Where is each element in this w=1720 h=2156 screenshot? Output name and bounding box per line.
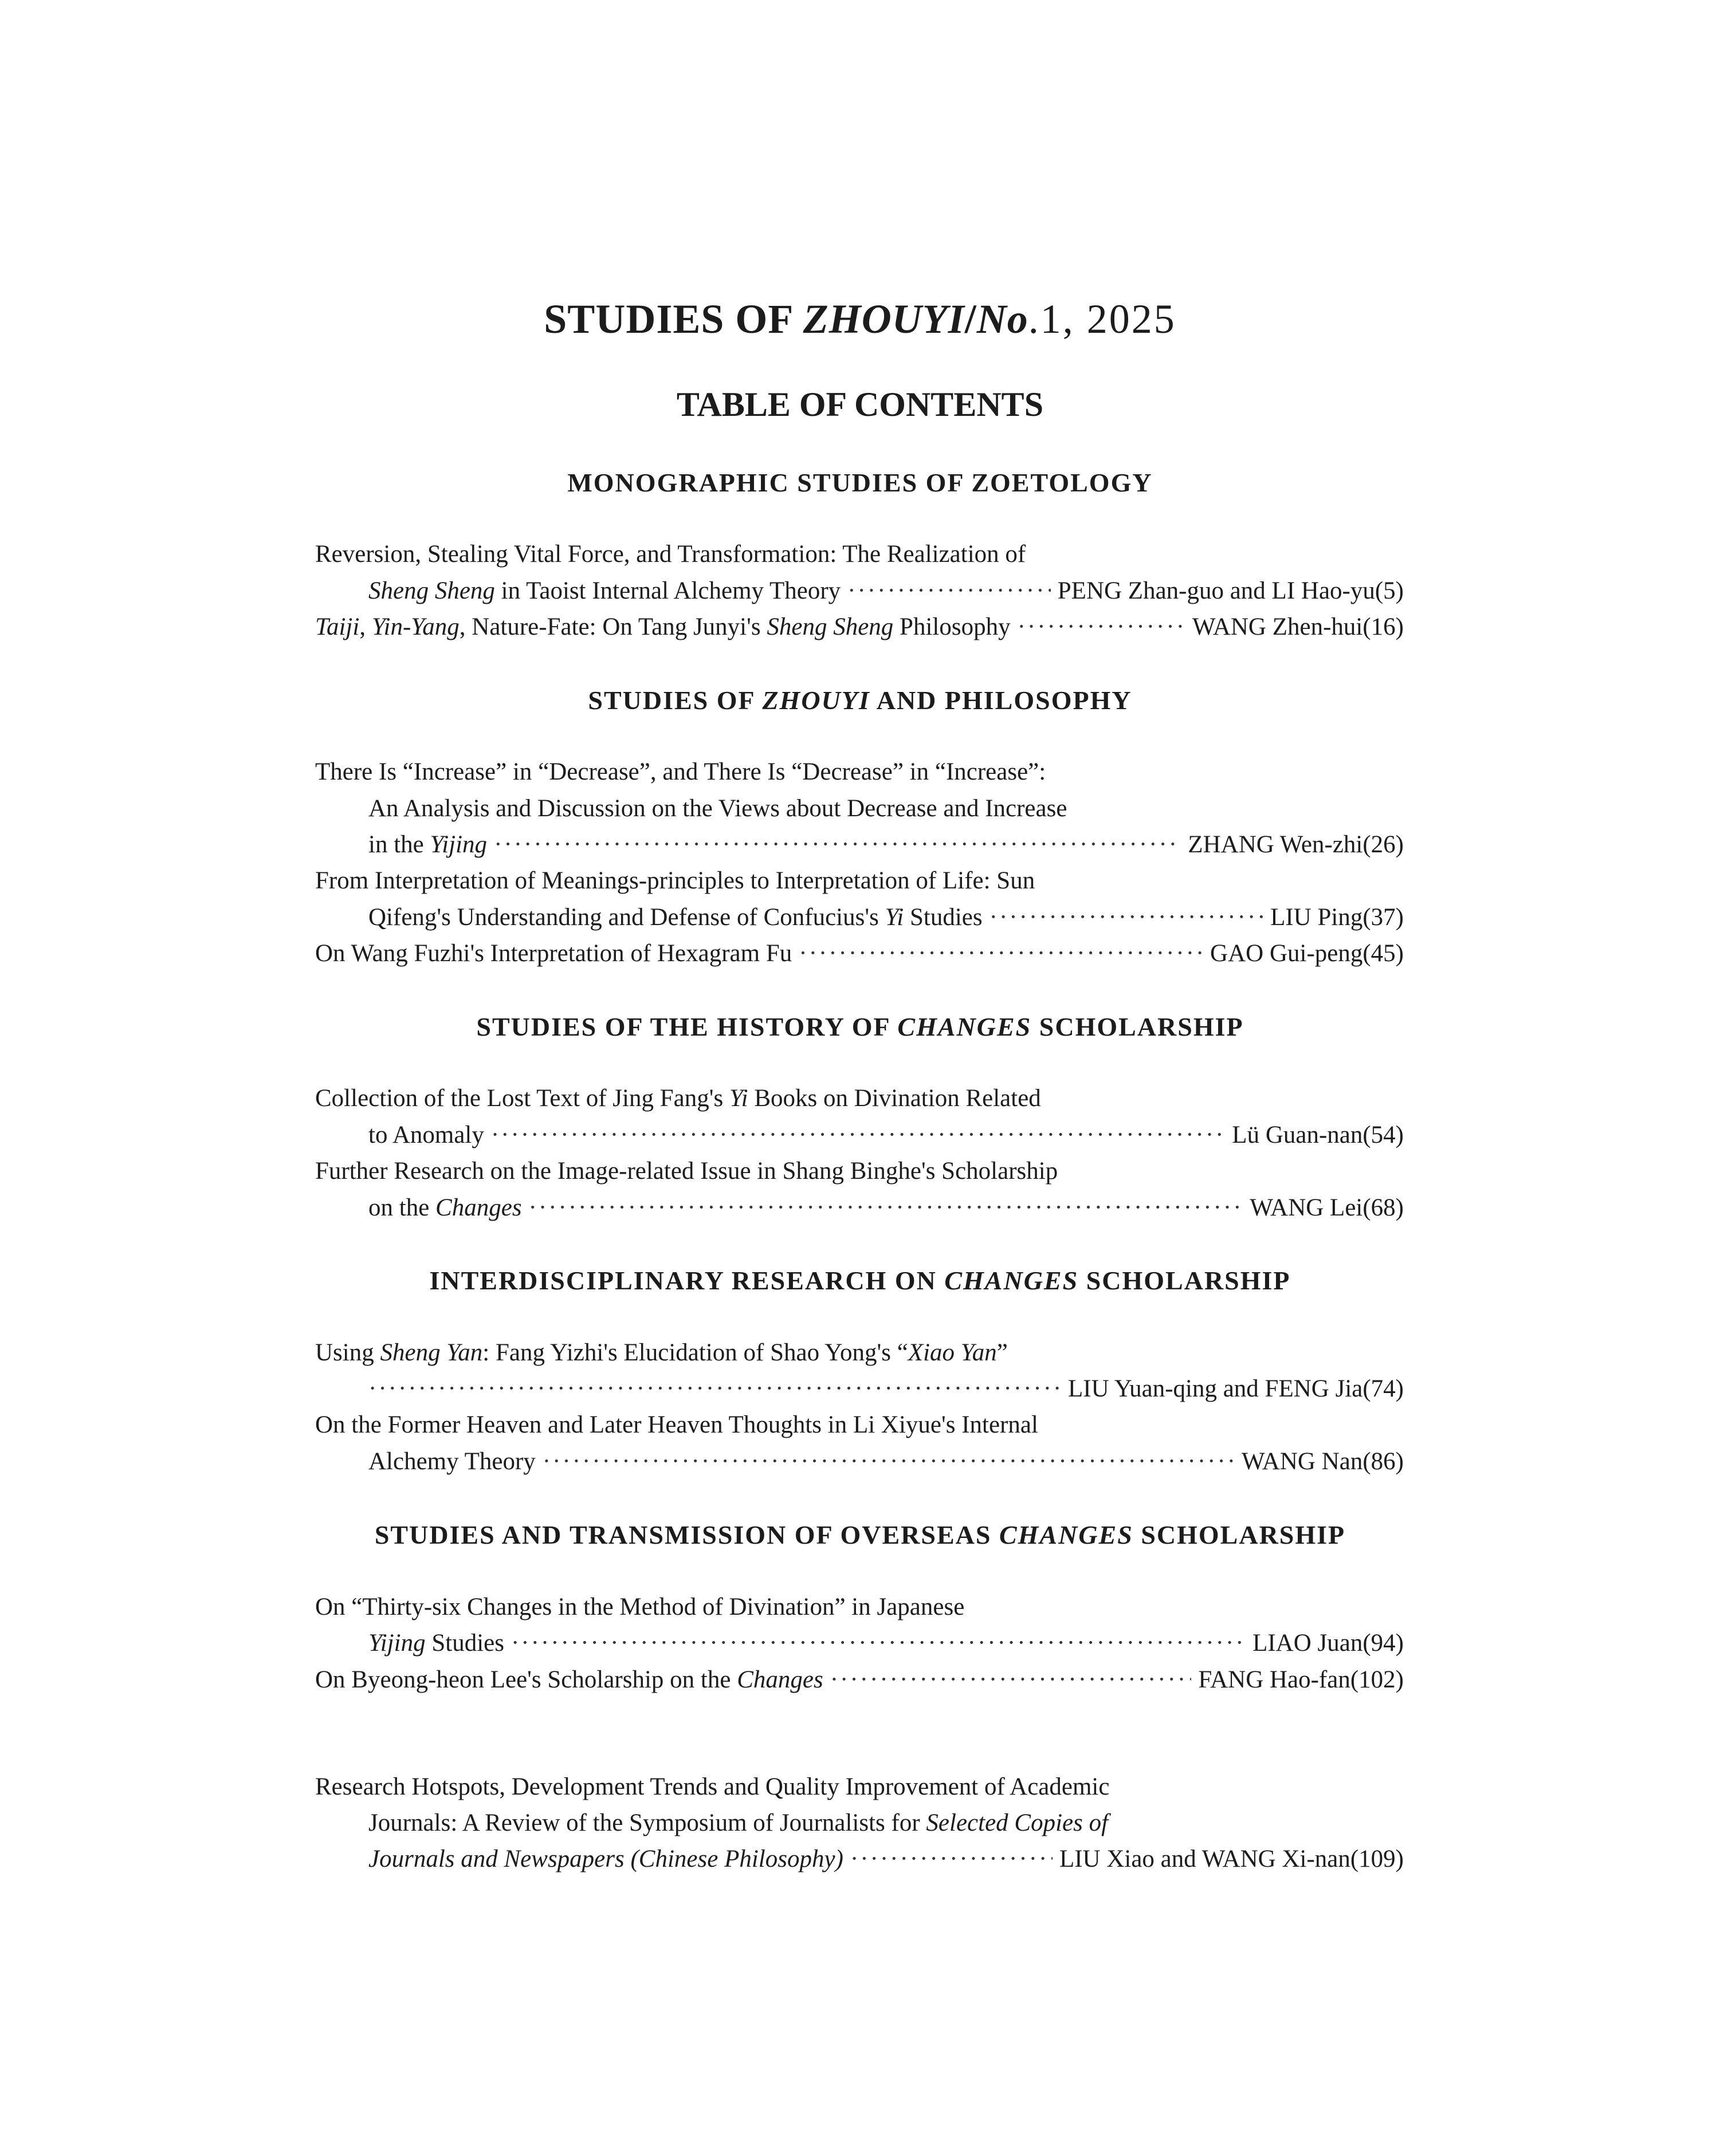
section-heading: STUDIES OF ZHOUYI AND PHILOSOPHY [588, 686, 1132, 715]
toc-entry-line [368, 1842, 1404, 1876]
entry-title-text: Journals and Newspapers (Chinese Philosophy) [368, 1846, 843, 1872]
entry-title-line: Using Sheng Yan: Fang Yizhi's Elucidation of Shao Yong's “Xiao Yan” [315, 1339, 1008, 1366]
dot-leader [799, 937, 1203, 971]
entry-title-text: Taiji, Yin-Yang, Nature-Fate: On Tang Junyi's Sheng Sheng Philosophy [315, 613, 1011, 640]
dot-leader [491, 1118, 1225, 1152]
dot-leader [1018, 610, 1185, 644]
entry-title-line: Journals: A Review of the Symposium of Journalists for Selected Copies of [368, 1809, 1109, 1836]
toc-entry-line [368, 1626, 1404, 1661]
dot-leader [847, 574, 1051, 608]
toc-entry-line [315, 937, 1404, 971]
entry-author-page: LIU Ping(37) [1270, 904, 1404, 931]
journal-title-prefix: STUDIES OF [544, 296, 803, 342]
entry-title-text: to Anomaly [368, 1122, 484, 1148]
toc-entry-line [368, 1118, 1404, 1152]
entry-author-page: FANG Hao-fan(102) [1198, 1666, 1404, 1693]
entry-title-line: On “Thirty-six Changes in the Method of Divination” in Japanese [315, 1594, 965, 1620]
entry-title-text: Yijing Studies [368, 1630, 504, 1657]
dot-leader [989, 900, 1263, 935]
dot-leader [529, 1191, 1243, 1225]
toc-entry-line [368, 900, 1404, 935]
toc-title: TABLE OF CONTENTS [676, 385, 1044, 423]
entry-title-text: Qifeng's Understanding and Defense of Confucius's Yi Studies [368, 904, 983, 931]
entry-title-line: Reversion, Stealing Vital Force, and Transformation: The Realization of [315, 541, 1026, 568]
entry-author-page: WANG Nan(86) [1241, 1448, 1404, 1475]
journal-title [0, 296, 1720, 343]
toc-entry-line [368, 574, 1404, 608]
entry-author-page: LIAO Juan(94) [1252, 1630, 1404, 1657]
entry-title-line: Research Hotspots, Development Trends and Quality Improvement of Academic [315, 1773, 1110, 1800]
dot-leader [850, 1842, 1053, 1876]
toc-entry-line [315, 610, 1404, 644]
entry-title-text: On Byeong-heon Lee's Scholarship on the Changes [315, 1666, 823, 1693]
toc-entry-line [368, 1445, 1404, 1479]
issue-label: No [976, 296, 1028, 342]
journal-title-slash: / [964, 296, 977, 342]
entry-title-line: There Is “Increase” in “Decrease”, and There Is “Decrease” in “Increase”: [315, 758, 1046, 785]
entry-title-line: From Interpretation of Meanings-principles to Interpretation of Life: Sun [315, 867, 1035, 894]
section-heading: STUDIES OF THE HISTORY OF CHANGES SCHOLARSHIP [476, 1012, 1244, 1041]
entry-title-text: in the Yijing [368, 831, 488, 858]
entry-author-page: Lü Guan-nan(54) [1232, 1122, 1404, 1148]
entry-author-page: LIU Xiao and WANG Xi-nan(109) [1059, 1846, 1404, 1872]
section-heading: STUDIES AND TRANSMISSION OF OVERSEAS CHANGES SCHOLARSHIP [374, 1520, 1346, 1549]
dot-leader [368, 1372, 1061, 1406]
entry-author-page: WANG Lei(68) [1250, 1194, 1404, 1221]
section-heading: MONOGRAPHIC STUDIES OF ZOETOLOGY [567, 468, 1153, 497]
toc-entry-line [368, 828, 1404, 862]
entry-author-page: WANG Zhen-hui(16) [1192, 613, 1404, 640]
toc-entry-line [315, 1663, 1404, 1697]
entry-title-text: On Wang Fuzhi's Interpretation of Hexagram Fu [315, 940, 792, 967]
toc-entry-line [368, 1372, 1404, 1406]
toc-entry-line [368, 1191, 1404, 1225]
dot-leader [830, 1663, 1192, 1697]
entry-author-page: ZHANG Wen-zhi(26) [1188, 831, 1404, 858]
entry-author-page: GAO Gui-peng(45) [1210, 940, 1404, 967]
dot-leader [511, 1626, 1246, 1661]
issue-number: .1, 2025 [1028, 296, 1176, 342]
dot-leader [543, 1445, 1235, 1479]
journal-name: ZHOUYI [803, 296, 965, 342]
entry-title-text: Alchemy Theory [368, 1448, 536, 1475]
dot-leader [494, 828, 1181, 862]
entry-title-text: on the Changes [368, 1194, 522, 1221]
entry-title-line: On the Former Heaven and Later Heaven Thoughts in Li Xiyue's Internal [315, 1411, 1038, 1438]
entry-title-line: An Analysis and Discussion on the Views about Decrease and Increase [368, 795, 1067, 822]
section-heading: INTERDISCIPLINARY RESEARCH ON CHANGES SCHOLARSHIP [429, 1266, 1291, 1295]
entry-author-page: PENG Zhan-guo and LI Hao-yu(5) [1057, 577, 1404, 604]
entry-title-text: Sheng Sheng in Taoist Internal Alchemy Theory [368, 577, 841, 604]
entry-title-line: Further Research on the Image-related Issue in Shang Binghe's Scholarship [315, 1158, 1058, 1185]
entry-author-page: LIU Yuan-qing and FENG Jia(74) [1068, 1375, 1404, 1402]
entry-title-line: Collection of the Lost Text of Jing Fang's Yi Books on Divination Related [315, 1085, 1041, 1112]
